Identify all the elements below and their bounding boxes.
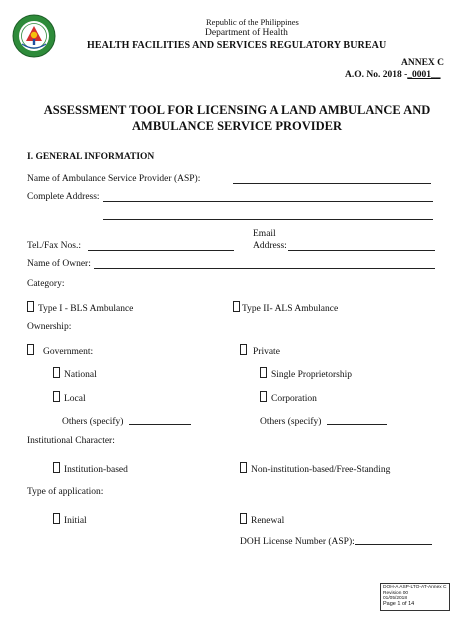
ao-value: _0001__ [407, 70, 441, 80]
others-specify-2 [260, 417, 387, 427]
private-option[interactable] [240, 344, 280, 357]
type-app-label: Type of application: [27, 487, 104, 497]
asp-name-label: Name of Ambulance Service Provider (ASP): [27, 174, 201, 184]
doh-license-label: DOH License Number (ASP): [240, 537, 355, 547]
local-checkbox[interactable] [53, 391, 60, 402]
initial-option[interactable] [53, 513, 87, 526]
local-option[interactable] [53, 391, 86, 404]
others1-label: Others (specify) [62, 417, 124, 427]
non-inst-option[interactable] [240, 462, 390, 475]
section-heading: I. GENERAL INFORMATION [27, 152, 155, 162]
category-label: Category: [27, 279, 65, 289]
footer-date: 01/05/2018 [383, 596, 408, 602]
form-title-line1: ASSESSMENT TOOL FOR LICENSING A LAND AMBULANCE AND [43, 103, 431, 117]
address-label: Complete Address: [27, 192, 100, 202]
private-label: Private [253, 347, 280, 357]
type1-label: Type I - BLS Ambulance [38, 304, 134, 314]
non-inst-label: Non-institution-based/Free-Standing [251, 465, 391, 475]
footer-code: DOH-A ASP-LTO-AT-Annex C [383, 585, 447, 590]
type1-option[interactable] [27, 301, 133, 314]
type2-label: Type II- ALS Ambulance [242, 304, 339, 314]
single-prop-option[interactable] [260, 367, 352, 380]
type1-checkbox[interactable] [27, 301, 34, 312]
others2-label: Others (specify) [260, 417, 322, 427]
renewal-option[interactable] [240, 513, 284, 526]
inst-based-checkbox[interactable] [53, 462, 60, 473]
corporation-option[interactable] [260, 391, 317, 404]
corporation-checkbox[interactable] [260, 391, 267, 402]
header-republic: Republic of the Philippines [206, 17, 299, 27]
doh-license-field[interactable] [355, 544, 432, 545]
others-specify-1 [62, 417, 191, 427]
inst-based-option[interactable] [53, 462, 128, 475]
asp-name-field[interactable] [233, 183, 431, 184]
ownership-label: Ownership: [27, 322, 72, 332]
inst-based-label: Institution-based [64, 465, 128, 475]
type2-option[interactable] [233, 301, 338, 314]
initial-label: Initial [64, 516, 87, 526]
annex-label: ANNEX C [401, 58, 445, 68]
ao-label: A.O. No. 2018 - [345, 70, 408, 80]
tel-label: Tel./Fax Nos.: [27, 241, 81, 251]
owner-field[interactable] [94, 268, 435, 269]
footer-page: Page 1 of 14 [383, 601, 415, 608]
header-department: Department of Health [205, 28, 288, 38]
national-option[interactable] [53, 367, 97, 380]
address-field-1[interactable] [103, 201, 433, 202]
footer-revision: Revision 00 [383, 590, 409, 596]
national-label: National [64, 370, 97, 380]
renewal-checkbox[interactable] [240, 513, 247, 524]
doh-seal-icon [12, 14, 56, 58]
others1-field[interactable] [129, 424, 191, 425]
owner-label: Name of Owner: [27, 259, 91, 269]
single-prop-checkbox[interactable] [260, 367, 267, 378]
initial-checkbox[interactable] [53, 513, 60, 524]
local-label: Local [64, 394, 86, 404]
email-field[interactable] [288, 250, 435, 251]
national-checkbox[interactable] [53, 367, 60, 378]
email-label: Email [253, 229, 276, 239]
government-label: Government: [43, 347, 94, 357]
email-address-label: Address: [253, 241, 287, 251]
footer-document-code [380, 583, 450, 611]
corporation-label: Corporation [271, 394, 317, 404]
single-prop-label: Single Proprietorship [271, 370, 353, 380]
government-checkbox[interactable] [27, 344, 34, 355]
header-bureau: HEALTH FACILITIES AND SERVICES REGULATORY BUREAU [87, 40, 387, 51]
doh-license [240, 537, 432, 547]
inst-character-label: Institutional Character: [27, 436, 115, 446]
type2-checkbox[interactable] [233, 301, 240, 312]
renewal-label: Renewal [251, 516, 285, 526]
government-option[interactable] [27, 344, 93, 357]
address-field-2[interactable] [103, 219, 433, 220]
tel-field[interactable] [88, 250, 234, 251]
non-inst-checkbox[interactable] [240, 462, 247, 473]
ao-number [345, 70, 441, 80]
form-title-line2: AMBULANCE SERVICE PROVIDER [132, 119, 342, 133]
others2-field[interactable] [327, 424, 387, 425]
private-checkbox[interactable] [240, 344, 247, 355]
